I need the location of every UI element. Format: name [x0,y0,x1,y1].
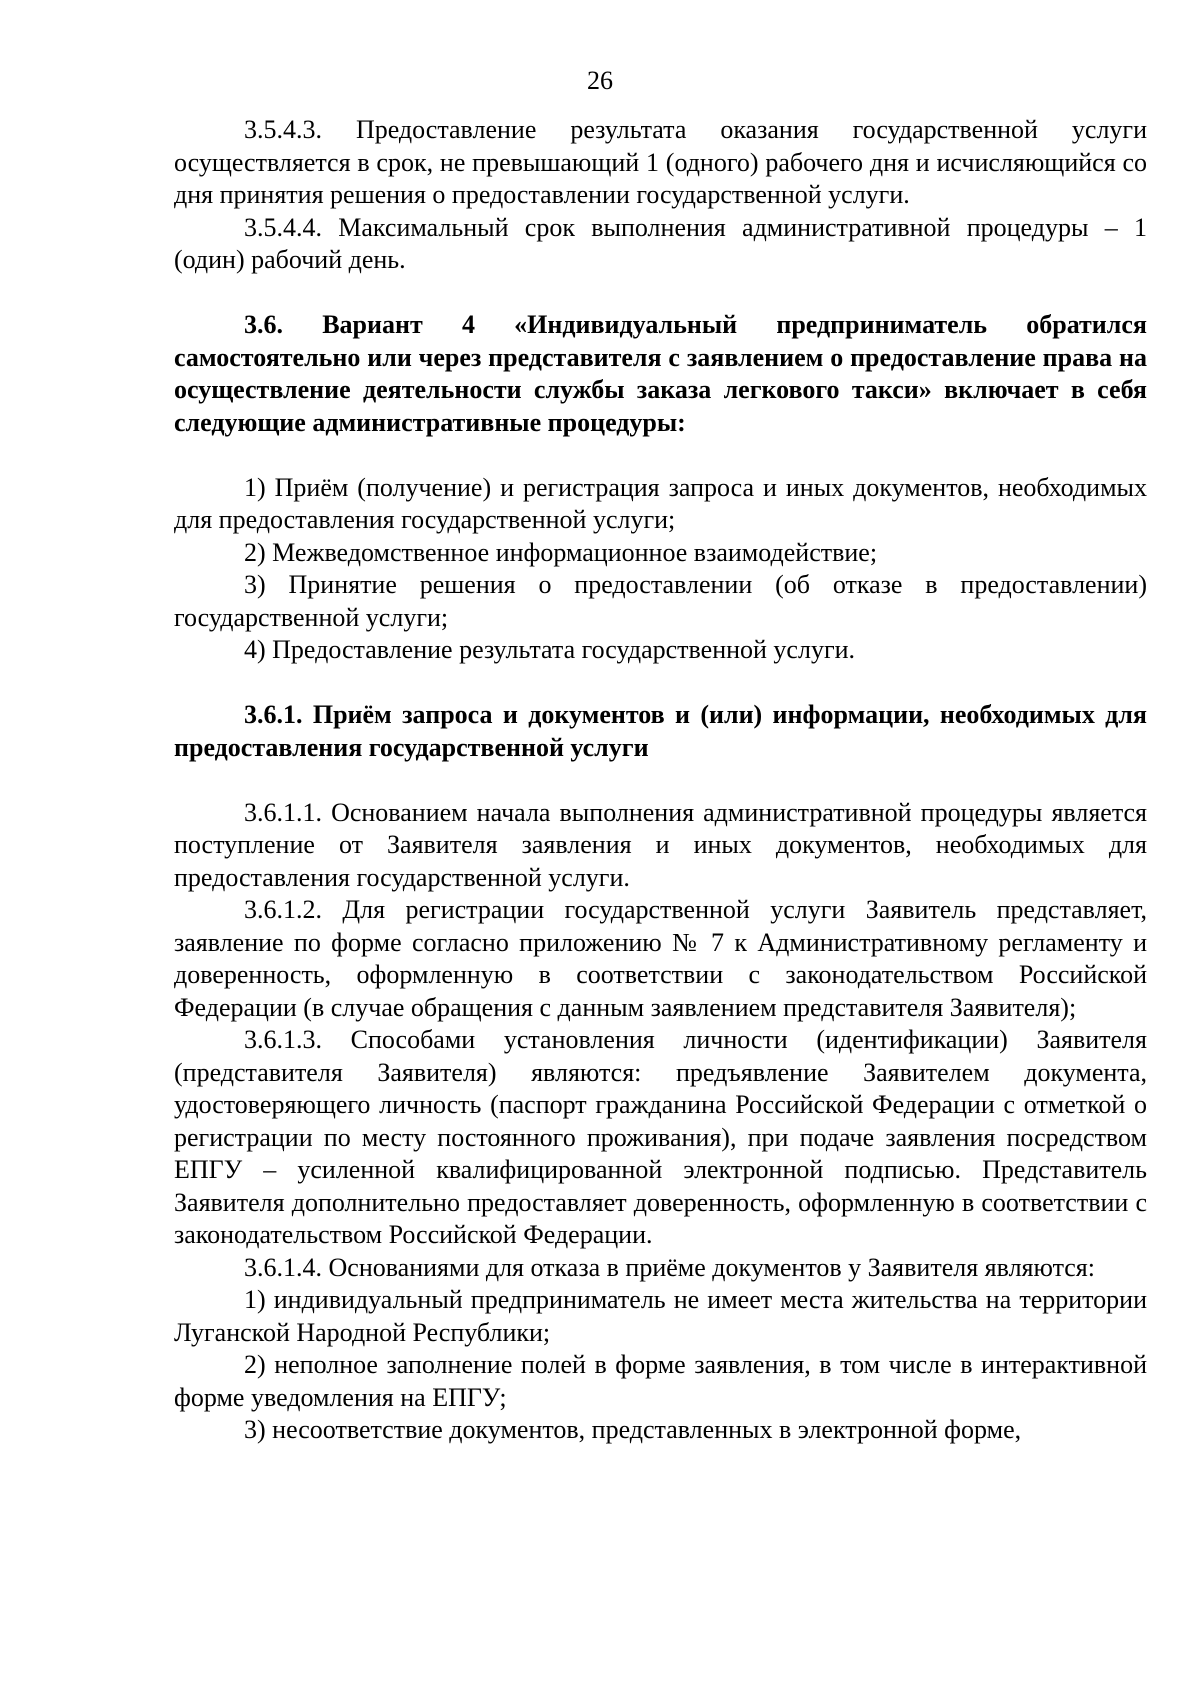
paragraph-3-6-1-4: 3.6.1.4. Основаниями для отказа в приёме документов у Заявителя являются: [244,1252,1095,1282]
paragraph-3-6-1-3: 3.6.1.3. Способами установления личности (идентификации) Заявителя (представителя Заявителя) являются: предъявление Заявителем документа, удостоверяющего личность (паспорт гражданина Российской Федерации с отметкой о регистрации по месту постоянного проживания), при подаче заявления посредством ЕПГУ – усиленной квалифицированной электронной подписью. Представитель Заявителя дополнительно предоставляет доверенность, оформленную в соответствии с законодательством Российской Федерации. [174,1025,1147,1249]
section-heading-3-6: 3.6. Вариант 4 «Индивидуальный предприниматель обратился самостоятельно или через представителя с заявлением о предоставление права на осуществление деятельности службы заказа легкового такси» включает в себя следующие административные процедуры: [174,310,1147,437]
procedure-item-2: 2) Межведомственное информационное взаимодействие; [244,537,878,567]
refusal-item-3: 3) несоответствие документов, представленных в электронной форме, [244,1415,1022,1444]
refusal-item-1: 1) индивидуальный предприниматель не имеет места жительства на территории Луганской Народной Республики; [174,1285,1147,1347]
paragraph-3-5-4-3: 3.5.4.3. Предоставление результата оказания государственной услуги осуществляется в срок, не превышающий 1 (одного) рабочего дня и исчисляющийся со дня принятия решения о предоставлении государственной услуги. [174,115,1147,209]
paragraph-3-5-4-4: 3.5.4.4. Максимальный срок выполнения административной процедуры – 1 (один) рабочий день. [174,212,1147,274]
document-body [174,114,1147,1447]
procedure-item-3: 3) Принятие решения о предоставлении (об отказе в предоставлении) государственной услуги; [174,570,1147,632]
paragraph-3-6-1-1: 3.6.1.1. Основанием начала выполнения административной процедуры является поступление от Заявителя заявления и иных документов, необходимых для предоставления государственной услуги. [174,797,1147,892]
page-number: 26 [587,66,613,95]
paragraph-3-6-1-2: 3.6.1.2. Для регистрации государственной услуги Заявитель представляет, заявление по форме согласно приложению № 7 к Административному регламенту и доверенность, оформленную в соответствии с законодательством Российской Федерации (в случае обращения с данным заявлением представителя Заявителя); [174,895,1147,1022]
procedure-item-4: 4) Предоставление результата государственной услуги. [244,635,856,664]
section-heading-3-6-1: 3.6.1. Приём запроса и документов и (или) информации, необходимых для предоставления государственной услуги [174,700,1147,762]
refusal-item-2: 2) неполное заполнение полей в форме заявления, в том числе в интерактивной форме уведомления на ЕПГУ; [174,1350,1147,1412]
procedure-item-1: 1) Приём (получение) и регистрация запроса и иных документов, необходимых для предоставления государственной услуги; [174,472,1147,534]
